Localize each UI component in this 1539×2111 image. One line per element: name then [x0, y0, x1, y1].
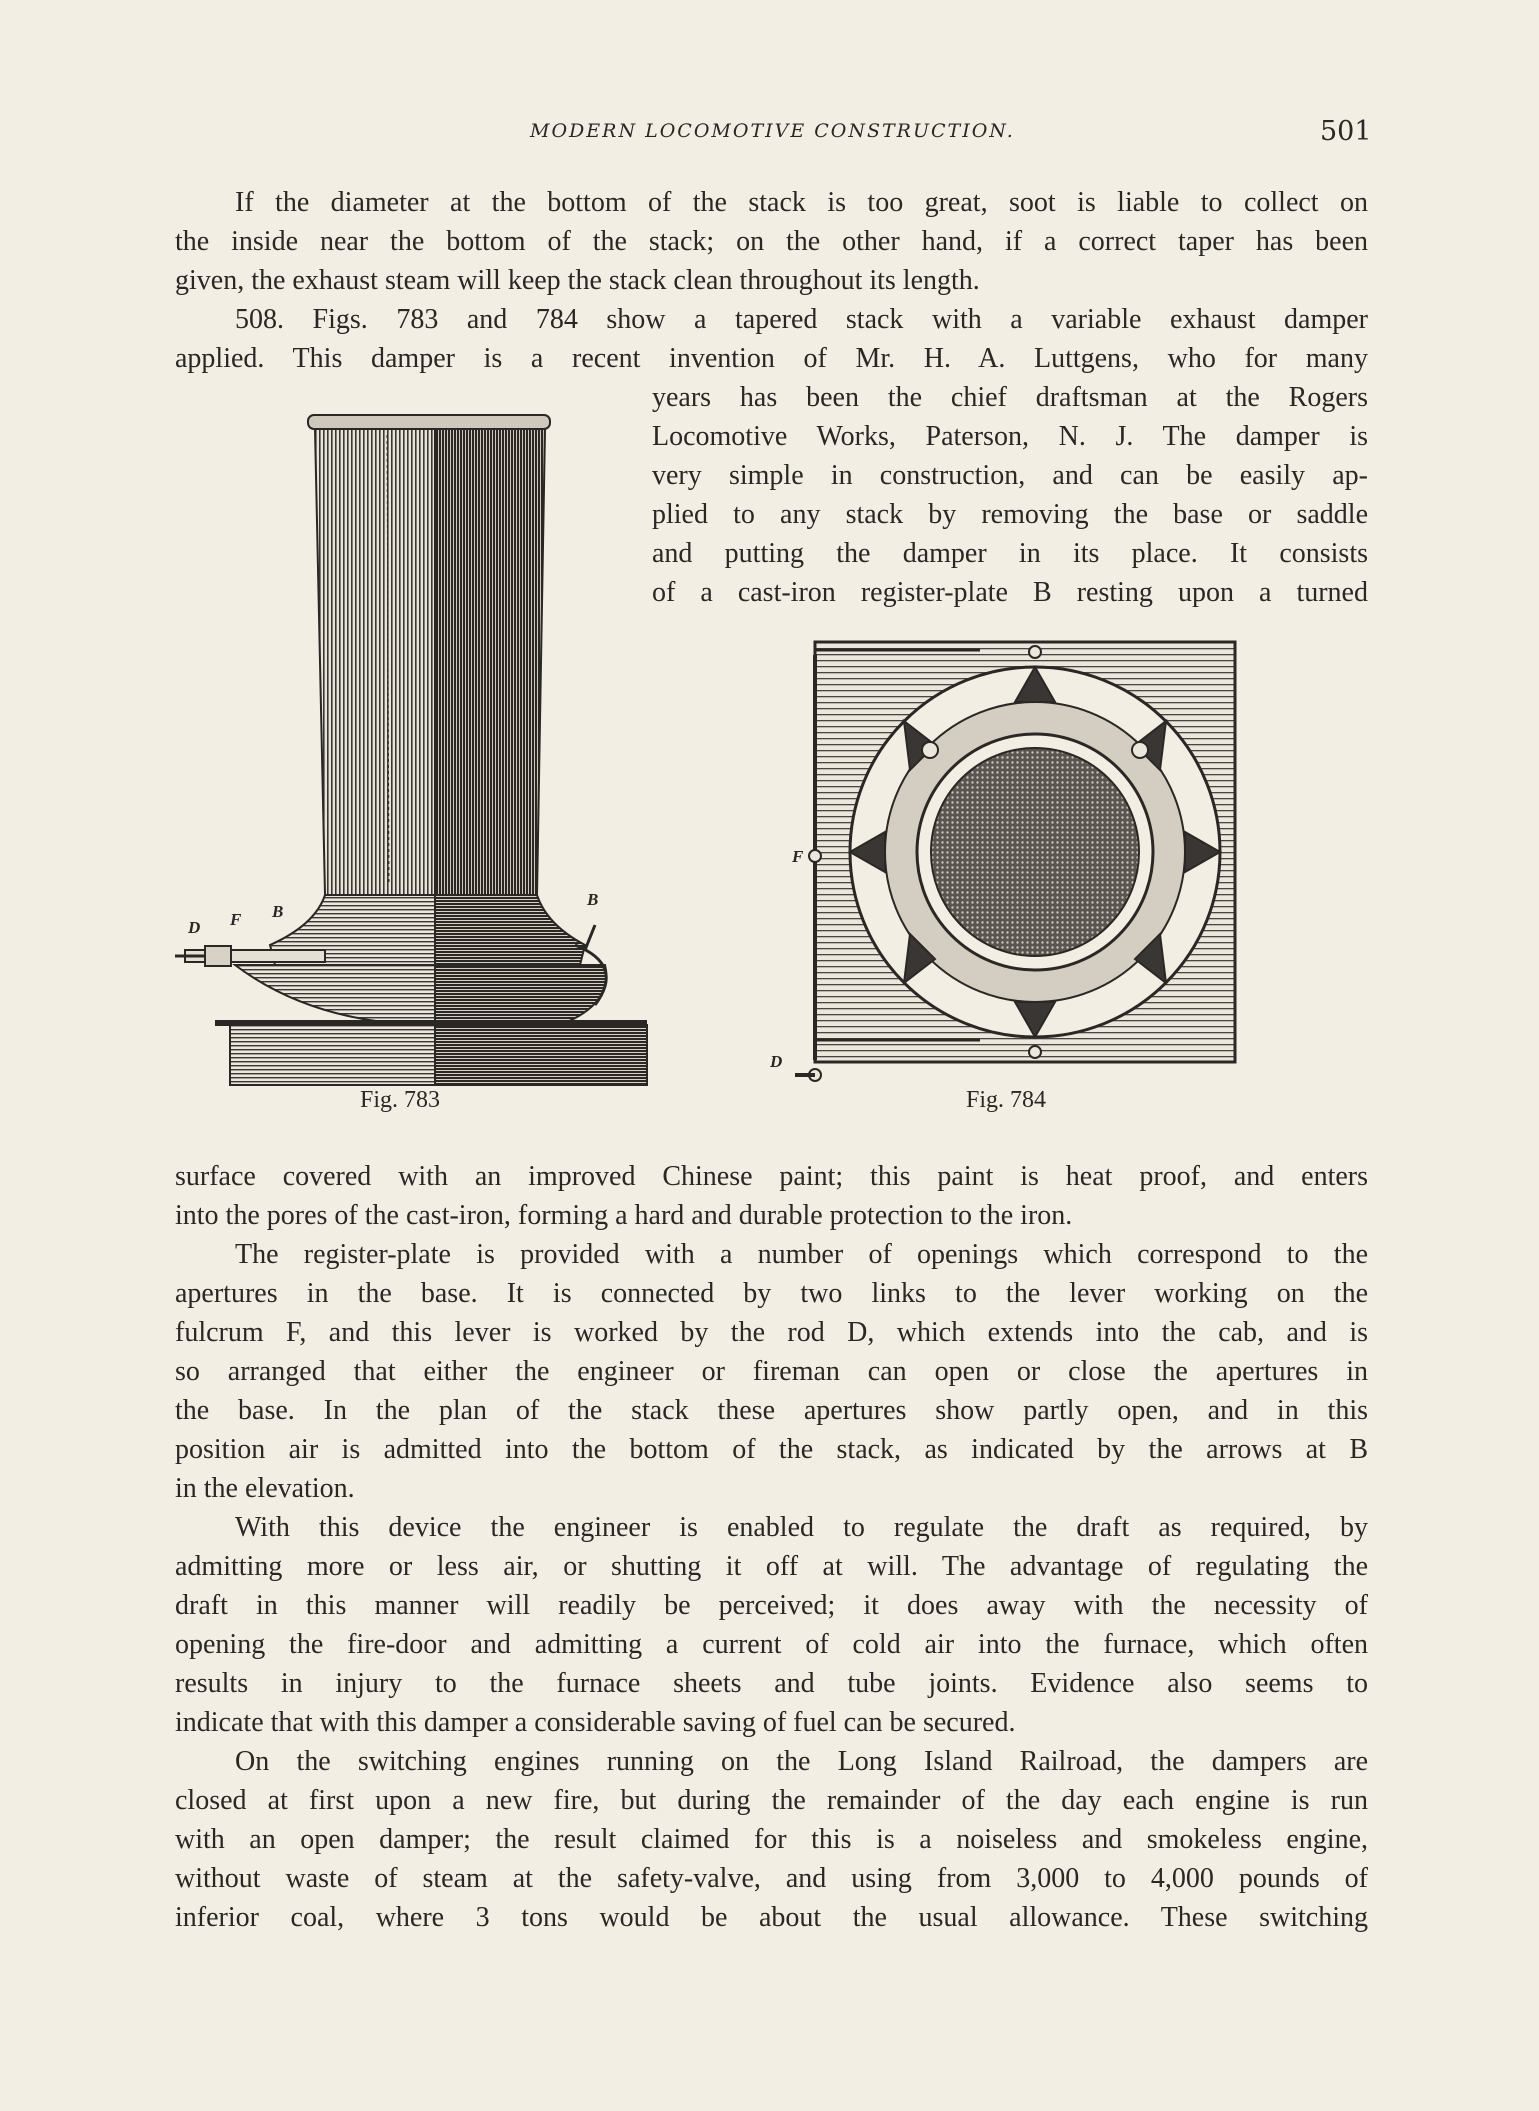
figure-783-stack-elevation — [175, 405, 655, 1105]
text-line: apertures in the base. It is connected by two links to the lever working on the — [175, 1278, 1368, 1309]
intro-paragraph — [175, 183, 1368, 300]
section-508-line1-block — [175, 300, 1368, 339]
text-line: with an open damper; the result claimed for this is a noiseless and smokeless engine, — [175, 1824, 1368, 1855]
stack-elevation-drawing — [175, 405, 655, 1105]
text-line: of a cast-iron register-plate B resting upon a turned — [652, 577, 1368, 608]
text-line: results in injury to the furnace sheets and tube joints. Evidence also seems to — [175, 1668, 1368, 1699]
text-line: Locomotive Works, Paterson, N. J. The damper is — [652, 421, 1368, 452]
label-f: F — [792, 847, 804, 866]
figure-784-stack-plan — [770, 630, 1250, 1090]
paragraph-switching-engines — [175, 1742, 1368, 1937]
figure-784-caption: Fig. 784 — [966, 1087, 1047, 1113]
text-line: given, the exhaust steam will keep the stack clean throughout its length. — [175, 265, 980, 296]
stack-plan-drawing — [770, 630, 1250, 1090]
section-508-line2-block — [175, 339, 1368, 378]
paragraph-paint — [175, 1157, 1368, 1235]
page-number: 501 — [1320, 116, 1372, 147]
text-line: very simple in construction, and can be easily ap- — [652, 460, 1368, 491]
label-b-left: B — [272, 902, 284, 921]
text-line: 508. Figs. 783 and 784 show a tapered stack with a variable exhaust damper — [235, 304, 1368, 335]
section-508-wrapped-text — [652, 378, 1368, 612]
text-line: the base. In the plan of the stack these apertures show partly open, and in this — [175, 1395, 1368, 1426]
label-f: F — [230, 910, 242, 929]
text-line: The register-plate is provided with a number of openings which correspond to the — [235, 1239, 1368, 1270]
text-line: If the diameter at the bottom of the stack is too great, soot is liable to collect on — [235, 187, 1368, 218]
text-line: indicate that with this damper a considerable saving of fuel can be secured. — [175, 1707, 1016, 1738]
text-line: On the switching engines running on the Long Island Railroad, the dampers are — [235, 1746, 1368, 1777]
text-line: With this device the engineer is enabled to regulate the draft as required, by — [235, 1512, 1368, 1543]
text-line: inferior coal, where 3 tons would be about the usual allowance. These switching — [175, 1902, 1368, 1933]
text-line: closed at first upon a new fire, but during the remainder of the day each engine is run — [175, 1785, 1368, 1816]
text-line: plied to any stack by removing the base or saddle — [652, 499, 1368, 530]
body-after-figures — [175, 1157, 1368, 1937]
text-line: and putting the damper in its place. It consists — [652, 538, 1368, 569]
text-line: into the pores of the cast-iron, forming a hard and durable protection to the iron. — [175, 1200, 1073, 1231]
text-line: position air is admitted into the bottom of the stack, as indicated by the arrows at B — [175, 1434, 1368, 1465]
label-b-right: B — [587, 890, 599, 909]
figure-783-caption: Fig. 783 — [360, 1087, 441, 1113]
label-d: D — [188, 918, 201, 937]
text-line: applied. This damper is a recent invention of Mr. H. A. Luttgens, who for many — [175, 343, 1368, 374]
text-line: without waste of steam at the safety-valve, and using from 3,000 to 4,000 pounds of — [175, 1863, 1368, 1894]
text-line: fulcrum F, and this lever is worked by the rod D, which extends into the cab, and is — [175, 1317, 1368, 1348]
running-title: MODERN LOCOMOTIVE CONSTRUCTION. — [530, 120, 1015, 142]
paragraph-register-plate — [175, 1235, 1368, 1508]
text-line: surface covered with an improved Chinese paint; this paint is heat proof, and enters — [175, 1161, 1368, 1192]
text-line: admitting more or less air, or shutting it off at will. The advantage of regulating the — [175, 1551, 1368, 1582]
text-line: opening the fire-door and admitting a current of cold air into the furnace, which often — [175, 1629, 1368, 1660]
text-line: years has been the chief draftsman at the Rogers — [652, 382, 1368, 413]
text-line: in the elevation. — [175, 1473, 355, 1504]
label-d: D — [770, 1052, 783, 1071]
paragraph-draft-regulation — [175, 1508, 1368, 1742]
text-line: draft in this manner will readily be perceived; it does away with the necessity of — [175, 1590, 1368, 1621]
text-line: the inside near the bottom of the stack; on the other hand, if a correct taper has been — [175, 226, 1368, 257]
text-line: so arranged that either the engineer or fireman can open or close the apertures in — [175, 1356, 1368, 1387]
